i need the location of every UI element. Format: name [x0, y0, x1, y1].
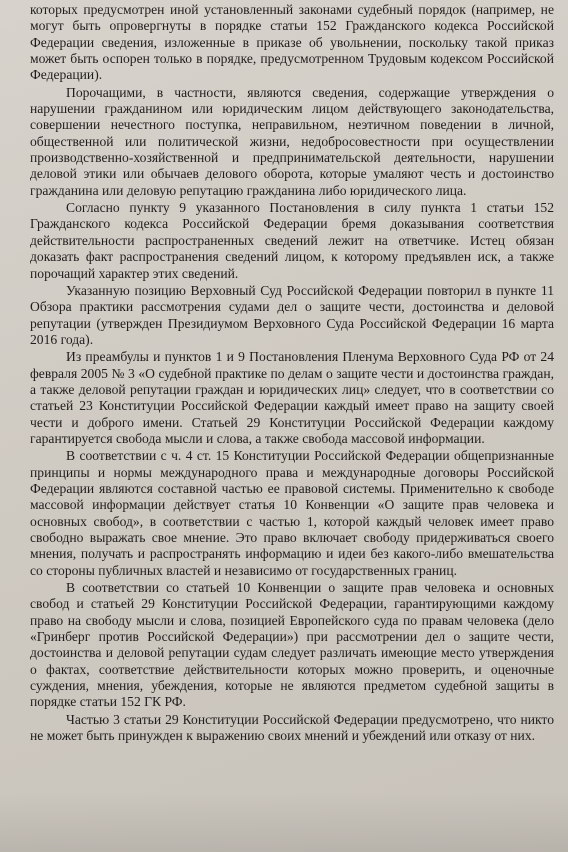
document-paragraph: Согласно пункту 9 указанного Постановления в силу пункта 1 статьи 152 Гражданского кодекса Российской Федерации бремя доказывания соответствия действительности распространенных сведений лежит на ответчике. Истец обязан доказать факт распространения сведений лицом, к которому предъявлен иск, а также порочащий характер этих сведений. [30, 200, 554, 281]
document-paragraph: Из преамбулы и пунктов 1 и 9 Постановления Пленума Верховного Суда РФ от 24 февраля 2005 № 3 «О судебной практике по делам о защите чести и достоинства граждан, а также деловой репутации граждан и юридических лиц» следует, что в соответствии со статьей 23 Конституции Российской Федерации каждый имеет право на защиту своей чести и доброго имени. Статьей 29 Конституции Российской Федерации каждому гарантируется свобода мысли и слова, а также свобода массовой информации. [30, 349, 554, 446]
photo-shadow [0, 792, 568, 852]
document-paragraph: Частью 3 статьи 29 Конституции Российской Федерации предусмотрено, что никто не может быть принужден к выражению своих мнений и убеждений или отказу от них. [30, 711, 554, 744]
document-paragraph: Указанную позицию Верховный Суд Российской Федерации повторил в пункте 11 Обзора практики рассмотрения судами дел о защите чести, достоинства и деловой репутации (утвержден Президиумом Верховного Суда Российской Федерации 16 марта 2016 года). [30, 282, 554, 347]
document-paragraph: В соответствии со статьей 10 Конвенции о защите прав человека и основных свобод и статьей 29 Конституции Российской Федерации, гарантирующими каждому право на свободу мысли и слова, позицией Европейского суда по правам человека (дело «Гринберг против Российской Федерации») при рассмотрении дел о защите чести, достоинства и деловой репутации судам следует различать имеющие место утверждения о фактах, соответствие действительности которых можно проверить, и оценочные суждения, мнения, убеждения, которые не являются предметом судебной защиты в порядке статьи 152 ГК РФ. [30, 580, 554, 710]
document-paragraph: Порочащими, в частности, являются сведения, содержащие утверждения о нарушении гражданином или юридическим лицом действующего законодательства, совершении нечестного поступка, неправильном, неэтичном поведении в личной, общественной или политической жизни, недобросовестности при осуществлении производственно-хозяйственной и предпринимательской деятельности, нарушении деловой этики или обычаев делового оборота, которые умаляют честь и достоинство гражданина или деловую репутацию гражданина либо юридического лица. [30, 84, 554, 198]
document-body [30, 2, 554, 744]
document-paragraph: которых предусмотрен иной установленный законами судебный порядок (например, не могут быть опровергнуты в порядке статьи 152 Гражданского кодекса Российской Федерации сведения, изложенные в приказе об увольнении, поскольку такой приказ может быть оспорен только в порядке, предусмотренном Трудовым кодексом Российской Федерации). [30, 2, 554, 83]
document-paragraph: В соответствии с ч. 4 ст. 15 Конституции Российской Федерации общепризнанные принципы и нормы международного права и международные договоры Российской Федерации являются составной частью ее правовой системы. Применительно к свободе массовой информации действует статья 10 Конвенции «О защите прав человека и основных свобод», в соответствии с частью 1, которой каждый человек имеет право свободно выражать свое мнение. Это право включает свободу придерживаться своего мнения, получать и распространять информацию и идеи без какого-либо вмешательства со стороны публичных властей и независимо от государственных границ. [30, 448, 554, 578]
